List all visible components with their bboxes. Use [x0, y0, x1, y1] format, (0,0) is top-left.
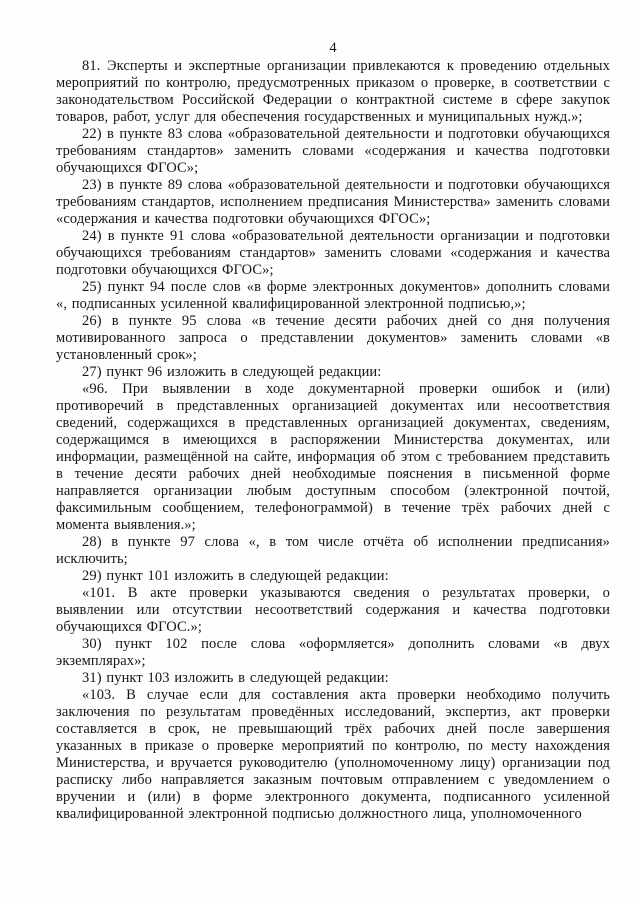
- paragraph-item-24: 24) в пункте 91 слова «образовательной деятельности организации и подготовки обучающихся требованиям стандартов» заменить словами «содержания и качества подготовки обучающихся ФГОС»;: [56, 228, 610, 278]
- paragraph-point-101: «101. В акте проверки указываются сведения о результатах проверки, о выявлении или отсутствии несоответствий содержания и качества подготовки обучающихся ФГОС.»;: [56, 585, 610, 635]
- paragraph-item-22: 22) в пункте 83 слова «образовательной деятельности и подготовки обучающихся требованиям стандартов» заменить словами «содержания и качества подготовки обучающихся ФГОС»;: [56, 126, 610, 176]
- paragraph-point-96: «96. При выявлении в ходе документарной проверки ошибок и (или) противоречий в представленных организацией документах или несоответствия сведений, содержащихся в представленных организацией документах, сведениям, содержащимся в имеющихся в распоряжении Министерства документах, или информации, размещённой на сайте, информация об этом с требованием представить в течение десяти рабочих дней необходимые пояснения в письменной форме направляется организации любым доступным способом (электронной почтой, факсимильным сообщением, телефонограммой) в течение трёх рабочих дней с момента выявления.»;: [56, 381, 610, 533]
- paragraph-item-81: 81. Эксперты и экспертные организации привлекаются к проведению отдельных мероприятий по контролю, предусмотренных приказом о проверке, в соответствии с законодательством Российской Федерации о контрактной системе в сфере закупок товаров, работ, услуг для обеспечения государственных и муниципальных нужд.»;: [56, 58, 610, 125]
- document-body: [56, 58, 610, 823]
- paragraph-item-25: 25) пункт 94 после слов «в форме электронных документов» дополнить словами «, подписанных усиленной квалифицированной электронной подписью,»;: [56, 279, 610, 312]
- paragraph-item-31: 31) пункт 103 изложить в следующей редакции:: [82, 670, 389, 686]
- paragraph-point-103: «103. В случае если для составления акта проверки необходимо получить заключения по результатам проведённых исследований, экспертиз, акт проверки составляется в срок, не превышающий трёх рабочих дней после завершения указанных в приказе о проверке мероприятий по контролю, по месту нахождения Министерства, и вручается руководителю (уполномоченному лицу) организации под расписку либо направляется заказным почтовым отправлением с уведомлением о вручении и (или) в форме электронного документа, подписанного усиленной квалифицированной электронной подписью должностного лица, уполномоченного: [56, 687, 610, 822]
- paragraph-item-26: 26) в пункте 95 слова «в течение десяти рабочих дней со дня получения мотивированного запроса о представлении документов» заменить словами «в установленный срок»;: [56, 313, 610, 363]
- page-number: 4: [329, 40, 337, 56]
- paragraph-item-30: 30) пункт 102 после слова «оформляется» дополнить словами «в двух экземплярах»;: [56, 636, 610, 669]
- paragraph-item-29: 29) пункт 101 изложить в следующей редакции:: [82, 568, 389, 584]
- paragraph-item-28: 28) в пункте 97 слова «, в том числе отчёта об исполнении предписания» исключить;: [56, 534, 610, 567]
- paragraph-item-27: 27) пункт 96 изложить в следующей редакции:: [82, 364, 382, 380]
- paragraph-item-23: 23) в пункте 89 слова «образовательной деятельности и подготовки обучающихся требованиям стандартов, исполнением предписания Министерства» заменить словами «содержания и качества подготовки обучающихся ФГОС»;: [56, 177, 610, 227]
